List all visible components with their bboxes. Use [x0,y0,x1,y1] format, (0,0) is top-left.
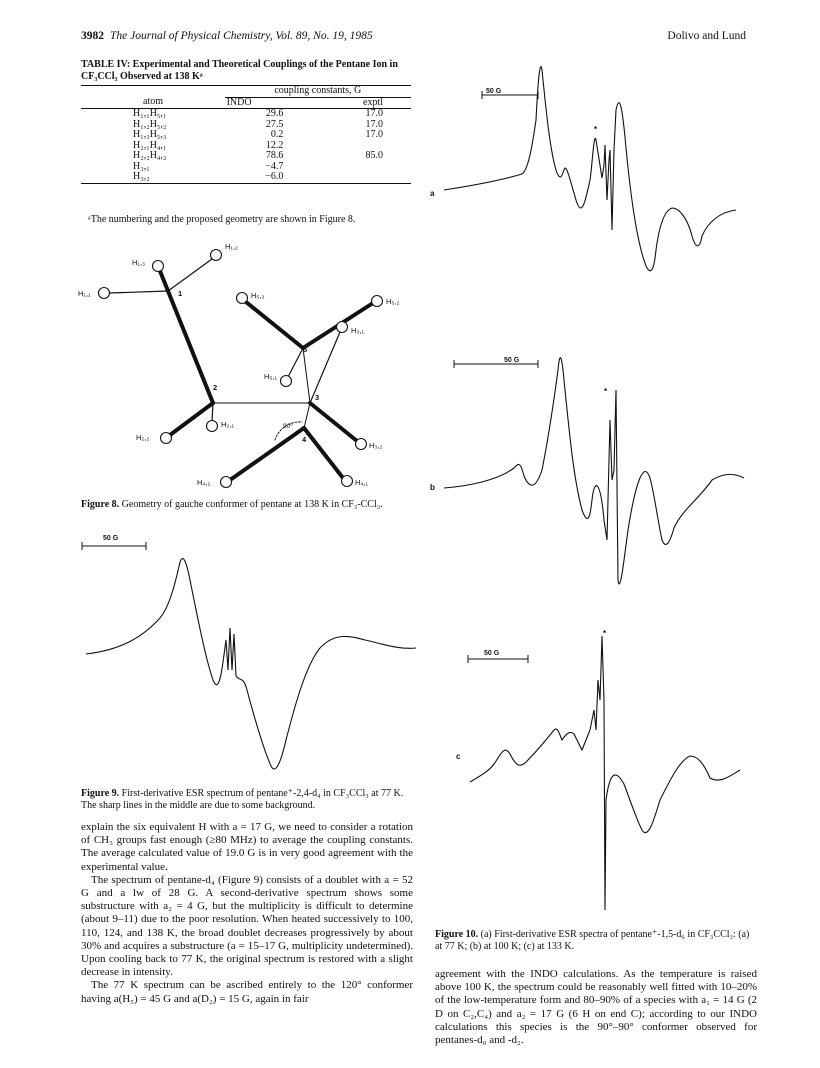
bond-c1-h11 [110,291,168,293]
bond-c2-h22 [170,403,213,435]
label-h22: H₂,₂ [136,433,150,442]
figure10-panel-a-label: a [430,189,435,198]
atom-h13-circle [153,261,164,272]
page-number: 3982 [81,30,104,42]
label-h31: H₃,₁ [351,326,365,335]
atom-h22-circle [161,433,172,444]
figure9-trace [86,559,416,769]
bond-c1-c2 [168,291,213,403]
table-row [81,109,411,120]
atom-h12-circle [211,250,222,261]
label-h41: H₄,₁ [355,478,369,487]
figure9-caption [81,788,413,811]
body-left-paragraph-1: explain the six equivalent H with a = 17 G, we need to consider a rotation of CH₃ groups fast enough (≥80 MHz) to average the coupling constants. The average calculated value of 19.0 G is in very good agreement with the experimental value. [81,821,413,873]
body-left-paragraph-3: The 77 K spectrum can be ascribed entirely to the 120° conformer having a(H₅) = 45 G and a(D₂) = 15 G, again in fair [81,979,413,1005]
figure8-caption-label: Figure 8. [81,499,120,510]
table-row [81,172,411,183]
bond-c3-c5 [303,348,310,403]
figure10-caption-text: (a) First-derivative ESR spectra of pentane⁺-1,5-d₆ in CF₃CCl₃: (a) at 77 K; (b) at 100 K; (c) at 133 K. [435,929,750,952]
label-h32: H₃,₂ [369,441,383,450]
label-h51: H₅,₁ [264,372,278,381]
atom-h53-circle [237,293,248,304]
label-h53: H₅,₃ [251,291,265,300]
table-body [81,109,411,184]
label-c4: 4 [302,435,307,444]
label-c3: 3 [315,393,320,402]
table-row [81,151,411,162]
body-left-column [81,821,413,1006]
bond-c3-c4 [304,403,310,428]
atom-h51-circle [281,376,292,387]
label-h12: H₁,₂ [225,242,238,251]
figure9-spectrum [80,540,420,780]
col-exptl-header: exptl [363,96,383,108]
figure10-panel-b-label: b [430,483,435,492]
cell-indo: 0.2 [270,129,284,140]
figure10-scale-label-b: 50 G [504,357,520,364]
cell-exptl: 17.0 [365,108,383,119]
cell-indo: −6.0 [265,171,284,182]
cell-atom: H₂,₂H₄,₂ [133,150,167,161]
label-h42: H₄,₂ [197,478,211,487]
cell-exptl [333,172,411,183]
author-names: Dolivo and Lund [667,30,746,42]
bond-c5-h51 [288,348,303,377]
table-title: TABLE IV: Experimental and Theoretical Couplings of the Pentane Ion in CF₃CCl₃ Observed at 138 Kᵃ [81,59,398,82]
label-h21: H₂,₁ [221,420,234,429]
label-angle: 90° [283,423,293,430]
figure8-caption [81,499,411,511]
bond-c5-h53 [246,302,303,348]
cell-atom: H₃,₂ [133,171,150,182]
atom-h11-circle [99,288,110,299]
label-h11: H₁,₁ [78,289,91,298]
table-row [81,130,411,141]
atom-h52-circle [372,296,383,307]
body-left-paragraph-2: The spectrum of pentane-d₄ (Figure 9) consists of a doublet with a = 52 G and a lw of 28 G. A second-derivative spectrum shows some substructure with a₂ = 4 G, but the multiplicity is difficult to determine (about 9–11) due to the poor resolution. When heated successively to 100, 110, 124, and 138 K, the broad doublet decreases progressively by about 30% and acquires a substructure (a = 15–17 G, multiplicity undetermined). Upon cooling back to 77 K, the original spectrum is restored with a slight decrease in intensity. [81,873,413,979]
cell-exptl [333,162,411,173]
cell-exptl: 17.0 [365,118,383,130]
cell-indo: 12.2 [265,139,284,151]
table-row [81,162,411,173]
cell-indo: 27.5 [265,118,284,130]
label-c1: 1 [178,289,183,298]
group-header: coupling constants, G [225,86,411,98]
figure10-scale-label-a: 50 G [486,88,502,95]
figure8-diagram [70,230,420,500]
atom-h21-circle [207,421,218,432]
figure10-panel-c-label: c [456,752,461,761]
atom-h42-circle [221,477,232,488]
cell-atom: H₁,₃H₅,₃ [133,129,167,140]
label-c2: 2 [213,383,218,392]
figure10-trace-b [444,358,744,584]
atom-h41-circle [342,476,353,487]
atom-h32-circle [356,439,367,450]
running-header [81,30,373,42]
table-footnote: ᵃThe numbering and the proposed geometry are shown in Figure 8. [88,214,356,225]
bond-c4-h41 [304,428,343,478]
figure8-caption-text: Geometry of gauche conformer of pentane at 138 K in CF₃-CCl₃. [121,499,383,510]
table-row [81,120,411,131]
bond-c1-h13 [160,271,168,291]
coupling-table [81,85,411,184]
atom-h31-circle [337,322,348,333]
col-atom-header: atom [143,96,163,108]
figure10-caption [435,929,757,952]
figure10-trace-a [444,67,736,271]
cell-atom: H₁,₂H₅,₂ [133,118,167,130]
figure10-caption-label: Figure 10. [435,929,479,940]
figure10-spectra [440,40,760,920]
bond-c1-h12 [168,259,212,291]
label-h13: H₁,₃ [132,258,146,267]
figure9-caption-label: Figure 9. [81,788,120,799]
cell-indo: 78.6 [265,150,284,161]
figure9-scale-label: 50 G [103,535,119,542]
body-right-column: agreement with the INDO calculations. As the temperature is raised above 100 K, the spectrum could be reasonably well fitted with 10–20% of the low-temperature form and 80–90% of a species with a₁ = 14 G (2 D on C₂,C₄) and a₂ = 17 G (6 H on end C); according to our INDO calculations this species is the 90°–90° conformer observed for pentanes-d₀ and -d₂. [435,968,757,1047]
cell-atom: H₂,₁H₄,₁ [133,139,167,151]
figure10-trace-c [470,636,740,910]
cell-indo: −4.7 [265,160,284,172]
col-indo-header: INDO [226,96,252,108]
cell-exptl: 85.0 [365,150,383,161]
cell-atom: H₁,₁H₅,₁ [133,108,167,119]
table-row [81,141,411,152]
label-h52: H₅,₂ [386,297,400,306]
label-c5: 5 [303,345,308,354]
cell-atom: H₃,₁ [133,160,150,172]
bond-c3-h32 [310,403,357,441]
journal-name: The Journal of Physical Chemistry, Vol. 89, No. 19, 1985 [110,30,373,42]
cell-exptl: 17.0 [365,129,383,140]
figure9-caption-text: First-derivative ESR spectrum of pentane⁺-2,4-d₄ in CF₃CCl₃ at 77 K. The sharp lines in the middle are due to some background. [81,788,404,811]
figure10-star-c: * [603,629,607,638]
figure10-star-a: * [594,125,598,134]
figure10-star-b: * [604,387,608,396]
bond-c4-h42 [230,428,304,480]
cell-indo: 29.6 [265,108,284,119]
figure10-scale-label-c: 50 G [484,650,500,657]
